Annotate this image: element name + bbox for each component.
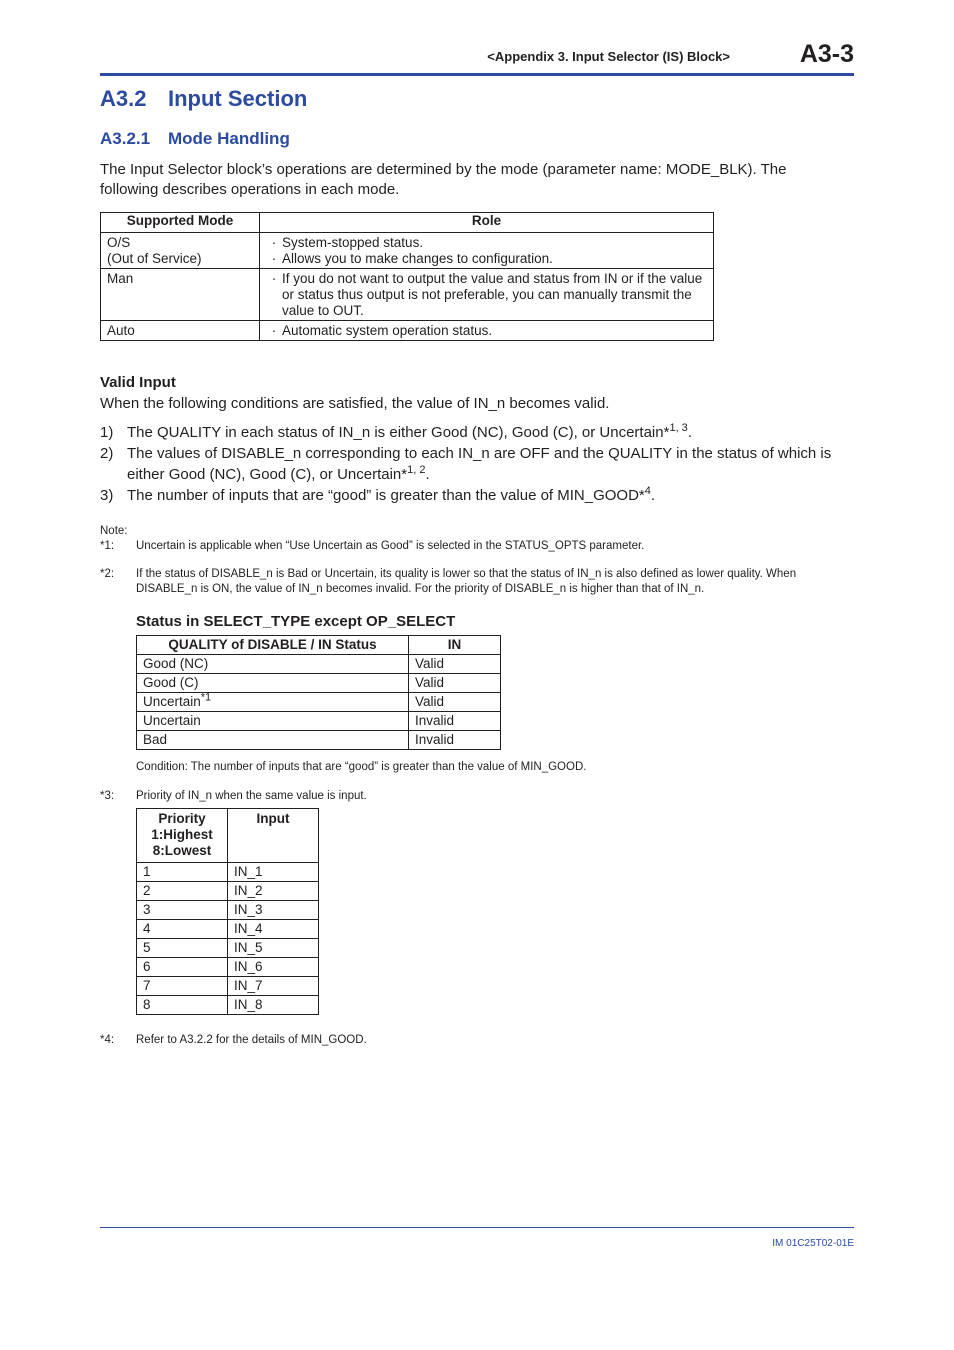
table-row <box>101 233 714 269</box>
in-cell: Invalid <box>409 712 501 731</box>
table-row <box>137 712 501 731</box>
valid-input-heading: Valid Input <box>100 374 176 391</box>
column-header: Supported Mode <box>101 213 260 233</box>
list-item: 2) The values of DISABLE_n corresponding to each IN_n are OFF and the QUALITY in the status of which is either Good (NC), Good (C), or Uncertain*$^{1, 2}$. <box>100 445 832 483</box>
status-table <box>136 635 501 750</box>
role-cell: · Automatic system operation status. <box>260 321 714 341</box>
role-text: System-stopped status. <box>282 235 424 250</box>
table-row <box>137 655 501 674</box>
mode-cell <box>101 321 260 341</box>
table-row: 8 IN_8 <box>137 996 319 1015</box>
section-title: Input Section <box>168 86 308 111</box>
in-cell: Valid <box>409 693 501 712</box>
running-header: <Appendix 3. Input Selector (IS) Block> <box>487 49 730 64</box>
in-cell: Valid <box>409 674 501 693</box>
mode-name: O/S <box>107 235 131 250</box>
table-header-row <box>137 636 501 655</box>
table-row: 3 IN_3 <box>137 901 319 920</box>
page-number: A3-3 <box>799 40 854 68</box>
intro-paragraph: The Input Selector block’s operations are determined by the mode (parameter name: MODE_BLK). The following describes operations in each mode. <box>100 161 787 198</box>
column-header: Priority 1:Highest 8:Lowest <box>137 809 228 863</box>
table-row <box>137 674 501 693</box>
priority-table <box>136 808 319 1015</box>
note-2: *2: If the status of DISABLE_n is Bad or Uncertain, its quality is lower so that the status of IN_n is also defined as lower quality. When DISABLE_n is ON, the value of IN_n becomes invalid. For the priority of DISABLE_n is higher than that of IN_n. <box>100 568 797 595</box>
column-header: IN <box>409 636 501 655</box>
table-row: 4 IN_4 <box>137 920 319 939</box>
table-row <box>101 269 714 321</box>
mode-cell <box>101 233 260 269</box>
table-row: 7 IN_7 <box>137 977 319 996</box>
note-4: *4: Refer to A3.2.2 for the details of MIN_GOOD. <box>100 1034 367 1046</box>
quality-cell: Good (NC) <box>137 655 409 674</box>
table-header-row <box>137 809 319 863</box>
table-row <box>101 321 714 341</box>
footer-rule <box>100 1227 854 1228</box>
quality-cell: Good (C) <box>137 674 409 693</box>
in-cell: Invalid <box>409 731 501 750</box>
column-header: QUALITY of DISABLE / IN Status <box>137 636 409 655</box>
table-row <box>137 693 501 712</box>
note-1: *1: Uncertain is applicable when “Use Uncertain as Good” is selected in the STATUS_OPTS parameter. <box>100 540 645 552</box>
note-3: *3: Priority of IN_n when the same value is input. <box>100 790 367 802</box>
quality-cell: Uncertain$^{*1}$ <box>137 693 409 712</box>
quality-cell: Bad <box>137 731 409 750</box>
section-number: A3.2 <box>100 86 147 111</box>
list-item: 1) The QUALITY in each status of IN_n is either Good (NC), Good (C), or Uncertain*$^{1, 3}$. <box>100 422 692 441</box>
note-label: Note: <box>100 525 128 537</box>
mode-table <box>100 212 714 341</box>
subsection-title: Mode Handling <box>168 129 290 148</box>
mode-name: Auto <box>107 323 135 338</box>
role-text: If you do not want to output the value and status from IN or if the value or status thus output is not preferable, you can manually transmit the value to OUT. <box>282 271 703 318</box>
document-id: IM 01C25T02-01E <box>772 1238 854 1249</box>
role-cell: · If you do not want to output the value and status from IN or if the value or status thus output is not preferable, you can manually transmit the value to OUT. <box>260 269 714 321</box>
table-row: 5 IN_5 <box>137 939 319 958</box>
column-header: Input <box>228 809 319 863</box>
mode-cell <box>101 269 260 321</box>
role-text: Automatic system operation status. <box>282 323 493 338</box>
list-item: 3) The number of inputs that are “good” is greater than the value of MIN_GOOD*$^4$. <box>100 485 656 504</box>
mode-name: Man <box>107 271 134 286</box>
subsection-number: A3.2.1 <box>100 129 151 148</box>
role-cell: · System-stopped status. · Allows you to make changes to configuration. <box>260 233 714 269</box>
table-row: 6 IN_6 <box>137 958 319 977</box>
section-heading <box>100 86 307 112</box>
quality-cell: Uncertain <box>137 712 409 731</box>
table-row: 2 IN_2 <box>137 882 319 901</box>
status-condition: Condition: The number of inputs that are “good” is greater than the value of MIN_GOOD. <box>136 761 587 773</box>
column-header: Role <box>260 213 714 233</box>
status-table-title: Status in SELECT_TYPE except OP_SELECT <box>136 613 456 630</box>
role-text: Allows you to make changes to configuration. <box>282 251 553 266</box>
subsection-heading <box>100 129 290 149</box>
table-row <box>137 731 501 750</box>
table-row: 1 IN_1 <box>137 863 319 882</box>
mode-name: (Out of Service) <box>107 251 202 266</box>
valid-input-text: When the following conditions are satisfied, the value of IN_n becomes valid. <box>100 395 610 412</box>
table-header-row <box>101 213 714 233</box>
header-rule <box>100 73 854 76</box>
in-cell: Valid <box>409 655 501 674</box>
